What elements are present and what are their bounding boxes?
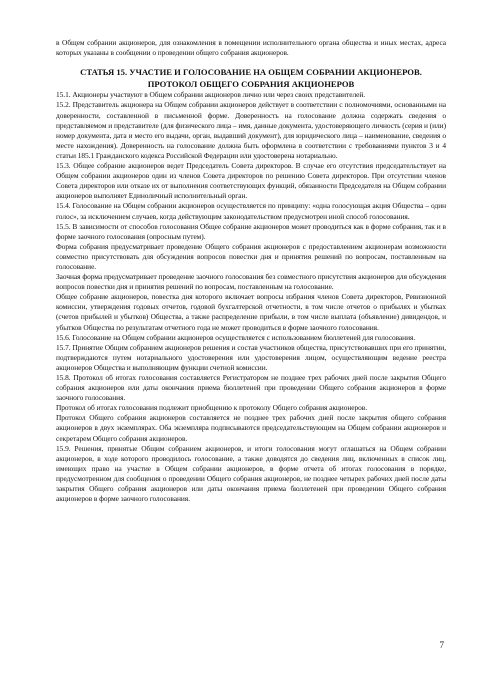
article-heading-line-2: ПРОТОКОЛ ОБЩЕГО СОБРАНИЯ АКЦИОНЕРОВ xyxy=(147,78,355,89)
page-number: 7 xyxy=(439,640,444,650)
paragraph-agenda-restriction: Общее собрание акционеров, повестка дня которого включает вопросы избрания членов Совета директоров, Ревизионной комиссии, утверждения годовых отчетов, годовой бухгалтерской отчетности, в том числе отчетов о прибылях и убытках (счетов прибылей и убытков) Общества, а также распределение прибыли, в том числе выплата (объявление) дивидендов, и убытков Общества по результатам отчетного года не может проводиться в форме заочного голосования. xyxy=(56,292,446,332)
paragraph-meeting-protocol: Протокол Общего собрания акционеров составляется не позднее трех рабочих дней после закрытия общего собрания акционеров в двух экземплярах. Оба экземпляра подписываются председательствующим на Общем собрании акционеров и секретарем Общего собрания акционеров. xyxy=(56,413,446,443)
paragraph-absentee-form: Заочная форма предусматривает проведение заочного голосования без совместного присутствия акционеров для обсуждения вопросов повестки дня и принятия решений по вопросам, поставленным на голосование. xyxy=(56,272,446,292)
paragraph-15-4: 15.4. Голосование на Общем собрании акционеров осуществляется по принципу: «одна голосующая акция Общества – один голос», за исключением случаев, когда действующим законодательством предусмотрен иной способ голосования. xyxy=(56,201,446,221)
paragraph-15-9: 15.9. Решения, принятые Общим собранием акционеров, и итоги голосования могут оглашаться на Общем собрании акционеров, в ходе которого проводилось голосование, а также доводятся до сведения лиц, включенных в список лиц, имеющих право на участие в Общем собрании акционеров, в форме отчета об итогах голосования в порядке, предусмотренном для сообщения о проведении Общего собрания акционеров, не позднее четырех рабочих дней после даты закрытия Общего собрания акционеров или даты окончания приема бюллетеней при проведении Общего собрания акционеров в форме заочного голосования. xyxy=(56,443,446,504)
paragraph-15-2: 15.2. Представитель акционера на Общем собрании акционеров действует в соответствии с полномочиями, основанными на доверенности, составленной в письменной форме. Доверенность на голосование должна содержать сведения о представляемом и представителе (для физического лица – имя, данные документа, удостоверяющего личность (серия и (или) номер документа, дата и место его выдачи, орган, выдавший документ), для юридического лица – наименование, сведения о месте нахождения). Доверенность на голосование должна быть оформлена в соответствии с требованиями пунктов 3 и 4 статьи 185.1 Гражданского кодекса Российской Федерации или удостоверена нотариально. xyxy=(56,100,446,160)
lead-paragraph: в Общем собрании акционеров, для ознакомления в помещении исполнительного органа общества и иных местах, адреса которых указаны в сообщении о проведении общего собрания акционеров. xyxy=(56,38,446,58)
paragraph-15-1: 15.1. Акционеры участвуют в Общем собрании акционеров лично или через своих представителей. xyxy=(56,90,366,100)
paragraph-meeting-form: Форма собрания предусматривает проведение Общего собрания акционеров с предоставлением акционерам возможности совместно присутствовать для обсуждения вопросов повестки дня и принятия решений по вопросам, поставленным на голосование. xyxy=(56,241,446,271)
paragraph-15-8: 15.8. Протокол об итогах голосования составляется Регистратором не позднее трех рабочих дней после закрытия Общего собрания акционеров или даты окончания приема бюллетеней при проведении Общего собрания акционеров в форме заочного голосования. xyxy=(56,373,446,403)
paragraph-vote-protocol: Протокол об итогах голосования подлежит приобщению к протоколу Общего собрания акционеров. xyxy=(56,403,368,413)
paragraph-15-5: 15.5. В зависимости от способов голосования Общее собрание акционеров может проводиться как в форме собрания, так и в форме заочного голосования (опросным путем). xyxy=(56,221,446,241)
article-heading-line-1: СТАТЬЯ 15. УЧАСТИЕ И ГОЛОСОВАНИЕ НА ОБЩЕМ СОБРАНИИ АКЦИОНЕРОВ. xyxy=(80,67,422,78)
paragraph-15-6: 15.6. Голосование на Общем собрании акционеров осуществляется с использованием бюллетеней для голосования. xyxy=(56,332,416,342)
paragraph-15-7: 15.7. Принятие Общим собранием акционеров решения и состав участников общества, присутствовавших при его принятии, подтверждаются путем нотариального удостоверения или удостоверения лицом, осуществляющим ведение реестра акционеров Общества и выполняющим функции счетной комиссии. xyxy=(56,342,446,372)
paragraph-15-3: 15.3. Общее собрание акционеров ведет Председатель Совета директоров. В случае его отсутствия председательствует на Общем собрании акционеров один из членов Совета директоров по решению Совета директоров. При отсутствии членов Совета директоров или отказе их от выполнения соответствующих функций, обязанности Председателя на Общем собрании акционеров выполняет Единоличный исполнительный орган. xyxy=(56,161,446,201)
